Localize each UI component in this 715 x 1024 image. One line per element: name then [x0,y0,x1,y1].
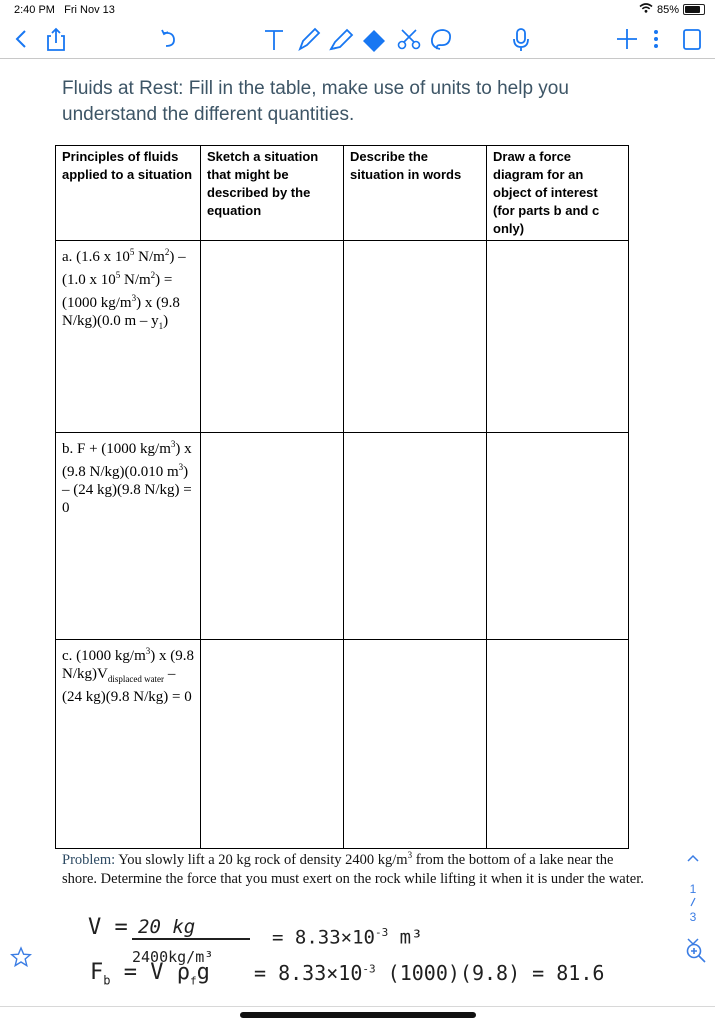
table-row [56,640,629,849]
toolbar [0,22,715,59]
handwritten-v-numerator: 20 kg [138,916,196,938]
handwritten-v-lhs: V = [88,915,128,940]
equation-c: c. (1000 $kg/m^3$) x (9.8 $N/kg)V_{displaced water} - (24$ kg)(9.8 N/kg) = 0 [56,640,201,849]
share-icon[interactable] [45,24,67,54]
problem-label: Problem: [62,851,116,868]
battery-icon [683,4,705,15]
diagram-cell-a[interactable] [487,241,629,433]
scissors-icon[interactable] [395,24,423,54]
highlighter-icon[interactable] [327,24,355,54]
favorite-star-icon[interactable] [10,946,32,973]
page-current: 1 [689,882,697,896]
lasso-icon[interactable] [428,24,454,54]
handwritten-fb: $F_b = V$ $\rho_fg$ [90,960,210,988]
zoom-icon[interactable] [685,942,707,969]
battery-percent: 85% [656,3,679,16]
table-row [56,241,629,433]
handwritten-v-denominator: 2400kg/m³ [132,948,214,966]
eraser-icon[interactable] [360,24,388,54]
page-navigator[interactable] [683,852,703,950]
sketch-cell-a[interactable] [201,241,344,433]
equation-b: b. F + (1000 $kg/m^3$) x (9.8 N/kg)(0.010 $m^3) - (24$ kg)(9.8 N/kg) = 0 [56,433,201,640]
handwritten-v-result: = $8.33\times 10^{-3}$ m³ [272,926,423,949]
equation-a: a. (1.6 x $10^5$ $N/m^2) - (1.0$ x $10^5$ $N/m^2) = (1000$ $kg/m^3$) x (9.8 N/kg)(0.0 m – $y_1$) [56,241,201,433]
page-title: Fluids at Rest: Fill in the table, make use of units to help you understand the different quantities. [62,78,569,125]
status-time: 2:40 PM Fri Nov 13 [14,4,115,16]
more-icon[interactable] [651,24,661,54]
page-up-icon[interactable] [683,852,703,866]
sketch-cell-b[interactable] [201,433,344,640]
header-sketch: Sketch a situation that might be described by the equation [201,146,344,241]
problem-statement: Problem: You slowly lift a 20 kg rock of density 2400 $kg/m^3$ from the bottom of a lake near the shore. Determine the force that you must exert on the rock while lifting it when it is under the water. [62,850,644,887]
bottom-divider [0,1006,715,1007]
diagram-cell-c[interactable] [487,640,629,849]
page-total: 3 [689,910,697,924]
pen-icon[interactable] [296,24,322,54]
table-row [56,433,629,640]
header-describe: Describe the situation in words [344,146,487,241]
header-force-diagram: Draw a force diagram for an object of interest (for parts b and c only) [487,146,629,241]
home-indicator[interactable] [240,1012,476,1018]
wifi-icon [639,3,653,16]
describe-cell-a[interactable] [344,241,487,433]
fluids-table [55,145,629,849]
pages-icon[interactable] [681,24,703,54]
add-icon[interactable] [616,24,638,54]
undo-icon[interactable] [158,24,180,54]
fraction-bar [132,938,250,940]
page-separator [683,896,703,910]
back-chevron-icon[interactable] [12,24,30,54]
header-principles: Principles of fluids applied to a situation [56,146,201,241]
describe-cell-c[interactable] [344,640,487,849]
sketch-cell-c[interactable] [201,640,344,849]
battery-indicator [639,3,705,16]
status-bar [0,0,715,22]
text-tool-icon[interactable] [262,24,286,54]
microphone-icon[interactable] [511,24,531,54]
describe-cell-b[interactable] [344,433,487,640]
diagram-cell-b[interactable] [487,433,629,640]
handwritten-fb-result: = $8.33\times 10^{-3}$ (1000)(9.8) = 81.6 [254,961,605,985]
